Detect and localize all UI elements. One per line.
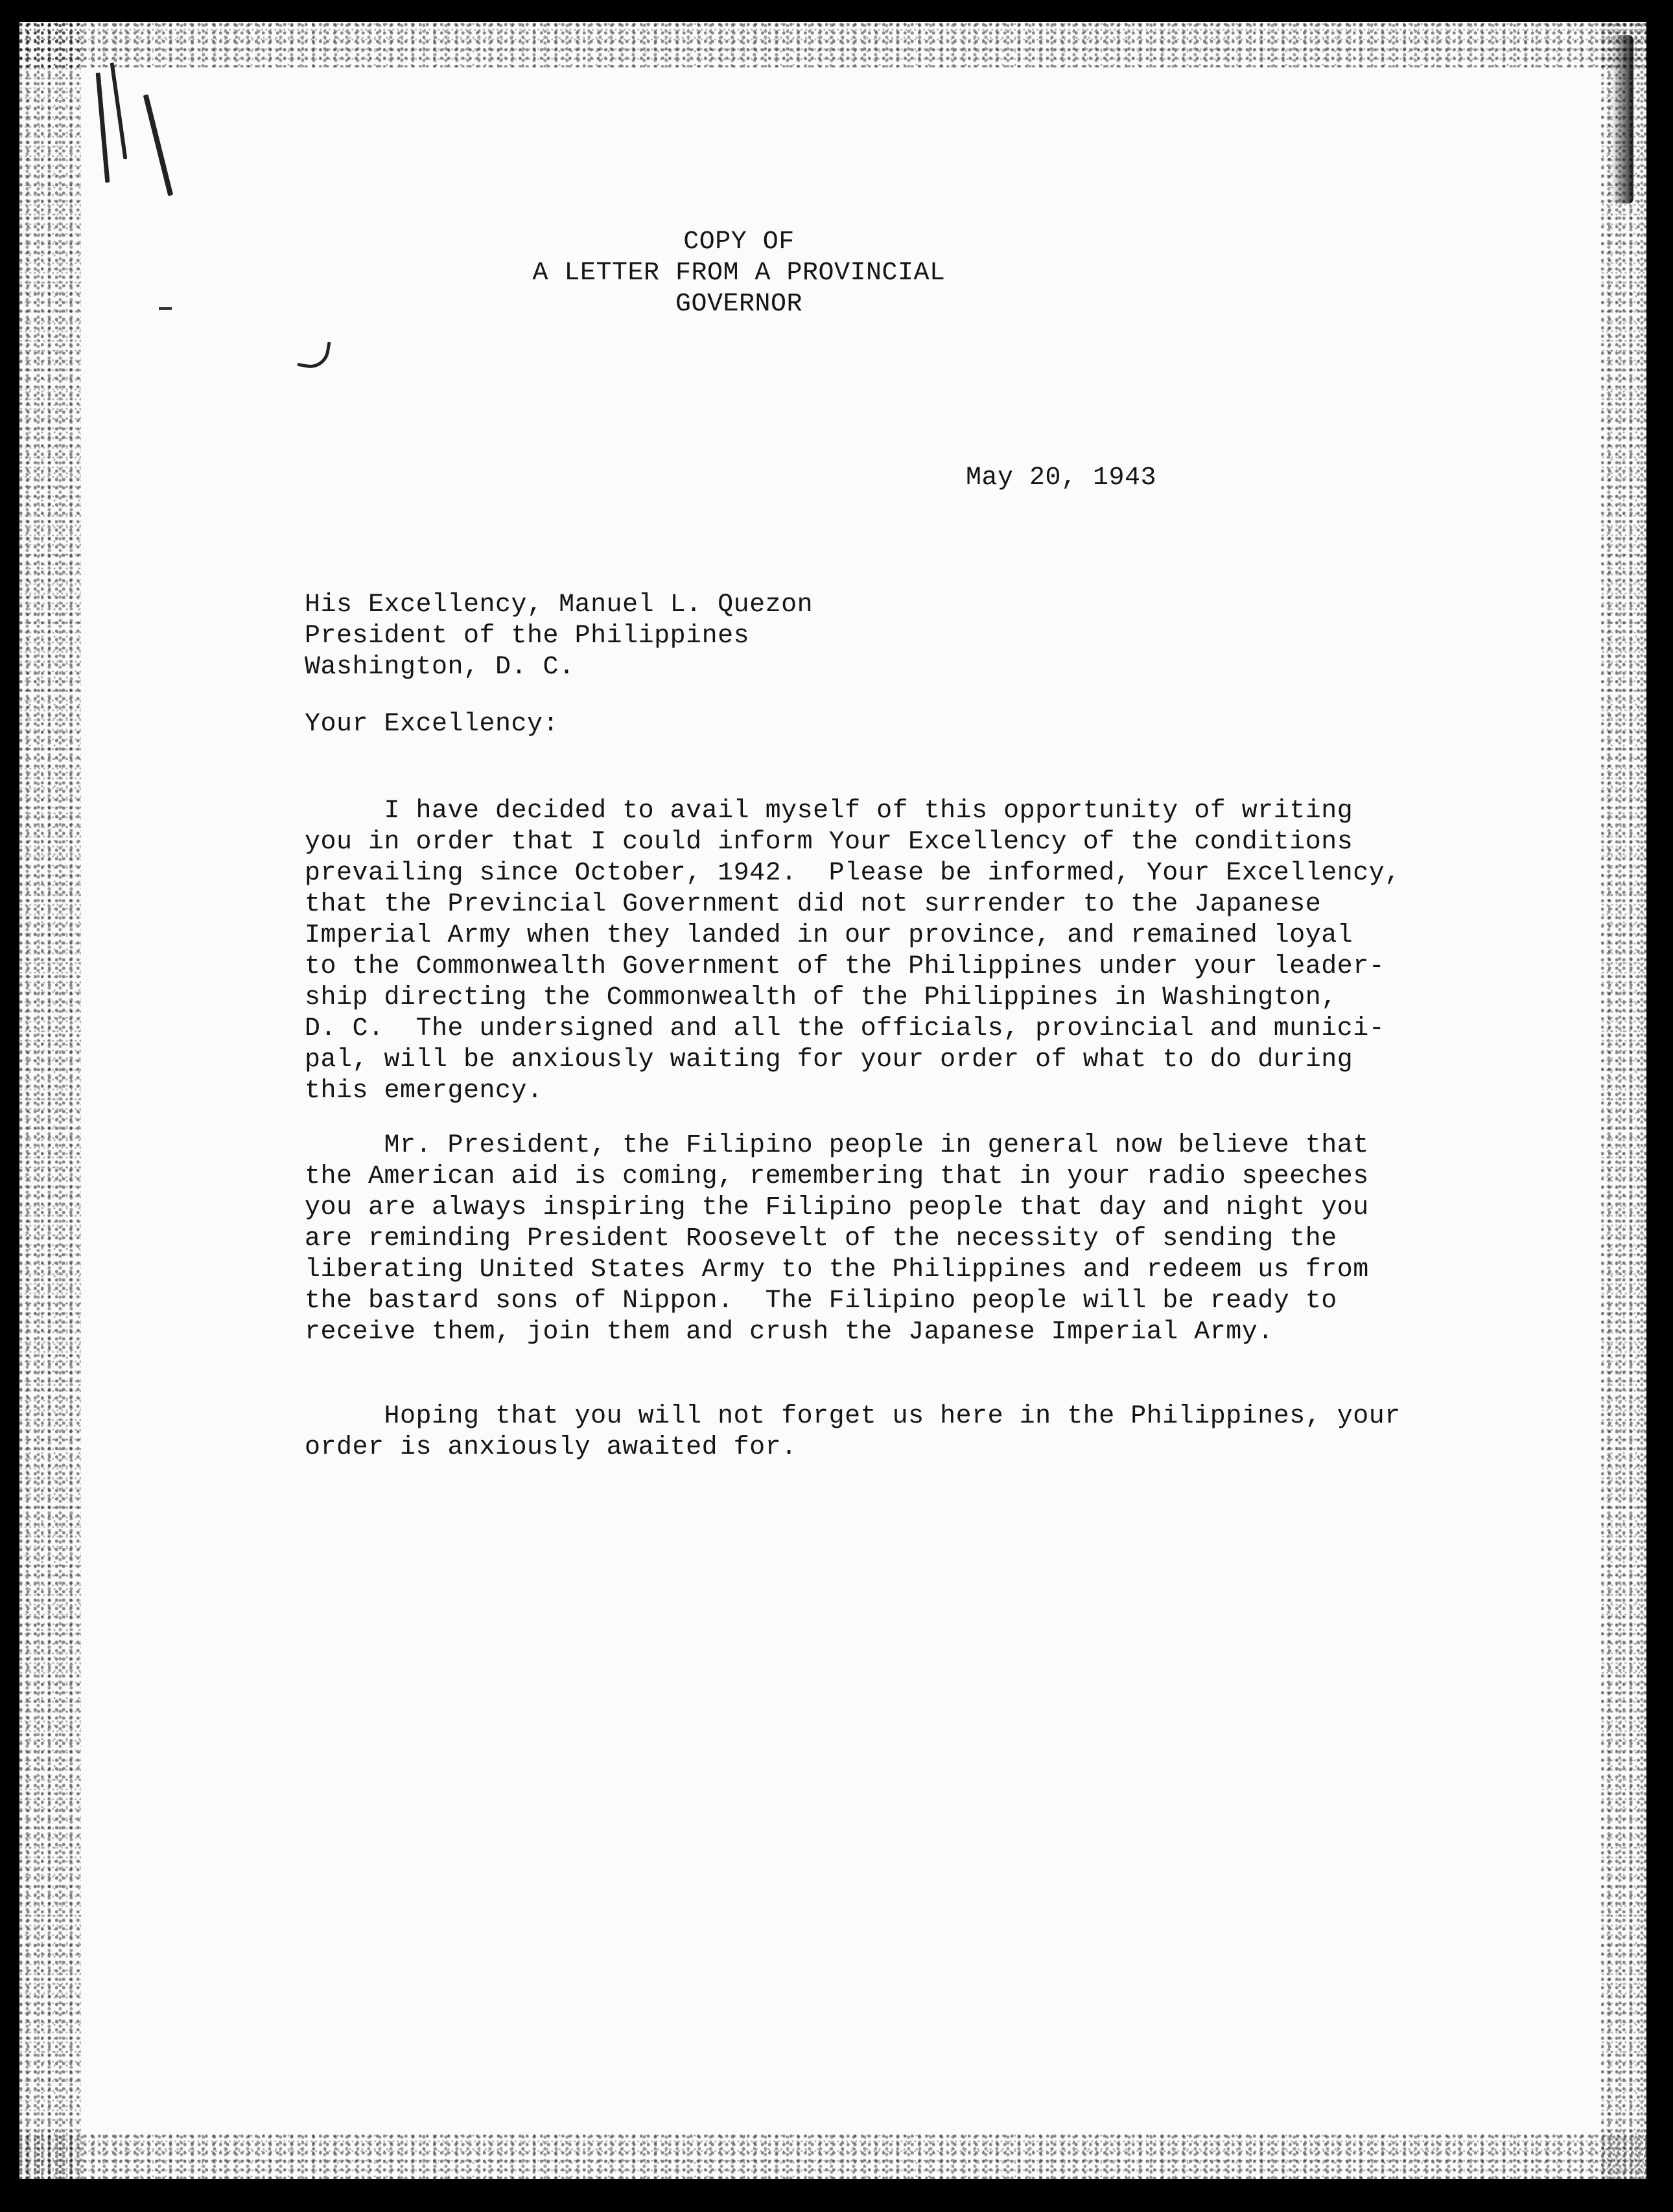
salutation: Your Excellency: bbox=[305, 710, 559, 739]
recipient-address bbox=[305, 590, 813, 683]
paragraph-line: you in order that I could inform Your Excellency of the conditions bbox=[305, 828, 1353, 857]
paragraph-line: the bastard sons of Nippon. The Filipino people will be ready to bbox=[305, 1286, 1337, 1316]
paragraph-line: that the Previncial Government did not surrender to the Japanese bbox=[305, 890, 1322, 919]
paragraph-2 bbox=[305, 1130, 1369, 1348]
paragraph-1 bbox=[305, 796, 1401, 1107]
paragraph-line: I have decided to avail myself of this opportunity of writing bbox=[305, 797, 1353, 826]
paragraph-line: to the Commonwealth Government of the Philippines under your leader- bbox=[305, 952, 1385, 981]
paragraph-line: prevailing since October, 1942. Please be informed, Your Excellency, bbox=[305, 859, 1401, 888]
paragraph-line: this emergency. bbox=[305, 1077, 543, 1106]
recipient-title: President of the Philippines bbox=[305, 622, 750, 651]
paragraph-line: receive them, join them and crush the Japanese Imperial Army. bbox=[305, 1318, 1274, 1347]
letter-heading bbox=[421, 227, 1057, 320]
paragraph-line: Imperial Army when they landed in our province, and remained loyal bbox=[305, 921, 1353, 950]
paragraph-line: Hoping that you will not forget us here in the Philippines, your bbox=[305, 1402, 1401, 1431]
paragraph-line: the American aid is coming, remembering that in your radio speeches bbox=[305, 1162, 1369, 1191]
heading-line-1: COPY OF bbox=[683, 227, 795, 257]
paragraph-line: pal, will be anxiously waiting for your order of what to do during bbox=[305, 1045, 1353, 1075]
recipient-name: His Excellency, Manuel L. Quezon bbox=[305, 590, 813, 620]
paragraph-line: you are always inspiring the Filipino people that day and night you bbox=[305, 1193, 1369, 1222]
paragraph-line: Mr. President, the Filipino people in general now believe that bbox=[305, 1131, 1369, 1160]
recipient-location: Washington, D. C. bbox=[305, 653, 575, 682]
paragraph-line: ship directing the Commonwealth of the Philippines in Washington, bbox=[305, 983, 1337, 1012]
letter-body bbox=[19, 22, 1646, 2179]
paragraph-line: D. C. The undersigned and all the officials, provincial and munici- bbox=[305, 1014, 1385, 1043]
paragraph-3 bbox=[305, 1401, 1401, 1463]
paragraph-line: order is anxiously awaited for. bbox=[305, 1433, 797, 1462]
letter-date: May 20, 1943 bbox=[966, 463, 1157, 493]
paragraph-line: liberating United States Army to the Philippines and redeem us from bbox=[305, 1255, 1369, 1285]
heading-line-3: GOVERNOR bbox=[675, 290, 803, 319]
paragraph-line: are reminding President Roosevelt of the necessity of sending the bbox=[305, 1224, 1337, 1253]
letter-paper bbox=[19, 22, 1646, 2179]
heading-line-2: A LETTER FROM A PROVINCIAL bbox=[532, 259, 946, 288]
